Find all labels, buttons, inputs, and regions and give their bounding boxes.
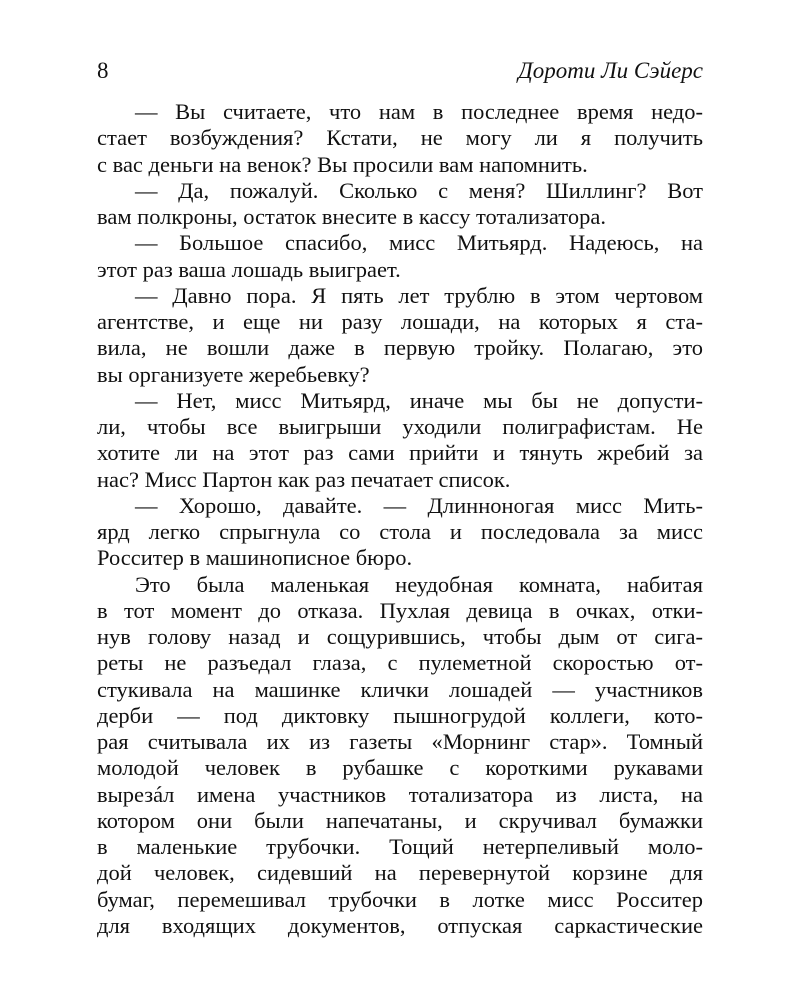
- text-line: нув голову назад и сощурившись, чтобы дым от сига-: [97, 624, 703, 649]
- text-line: стает возбуждения? Кстати, не могу ли я получить: [97, 125, 703, 151]
- running-title-author: Дороти Ли Сэйерс: [518, 58, 703, 83]
- paragraph: [97, 99, 703, 178]
- text-line: этот раз ваша лошадь выиграет.: [97, 256, 401, 282]
- text-line: в тот момент до отказа. Пухлая девица в очках, отки-: [97, 597, 703, 623]
- text-line: дерби — под диктовку пышногрудой коллеги, кото-: [97, 702, 703, 728]
- text-line: бумаг, перемешивал трубочки в лотке мисс Росситер: [97, 886, 703, 912]
- paragraph: [97, 283, 703, 388]
- paragraph: [97, 178, 703, 231]
- text-line: — Хорошо, давайте. — Длинноногая мисс Мить-: [135, 492, 703, 518]
- text-line: — Давно пора. Я пять лет трублю в этом чертовом: [135, 282, 703, 308]
- text-line: в маленькие трубочки. Тощий нетерпеливый моло-: [97, 834, 703, 859]
- text-line: Это была маленькая неудобная комната, набитая: [135, 571, 703, 597]
- text-line: — Большое спасибо, мисс Митьярд. Надеюсь, на: [135, 230, 703, 256]
- text-line: рая считывала их из газеты «Морнинг стар». Томный: [97, 729, 703, 754]
- text-line: хотите ли на этот раз сами прийти и тянуть жребий за: [97, 440, 703, 466]
- text-line: ли, чтобы все выигрыши уходили полиграфистам. Не: [97, 414, 703, 439]
- running-head: [97, 58, 703, 88]
- paragraph: [97, 230, 703, 283]
- text-line: реты не разъедал глаза, с пулеметной скоростью от-: [97, 650, 703, 676]
- text-line: дой человек, сидевший на перевернутой корзине для: [97, 860, 703, 886]
- text-line: вы организуете жеребьевку?: [97, 361, 370, 387]
- paragraph: [97, 493, 703, 572]
- text-line: ярд легко спрыгнула со стола и последовала за мисс: [97, 519, 703, 544]
- text-line: Росситер в машинописное бюро.: [97, 545, 413, 571]
- text-line: — Вы считаете, что нам в последнее время недо-: [135, 99, 703, 124]
- text-line: стукивала на машинке клички лошадей — участников: [97, 676, 703, 702]
- text-line: с вас деньги на венок? Вы просили вам напомнить.: [97, 151, 588, 177]
- body-text: [97, 99, 703, 939]
- text-line: вырезáл имена участников тотализатора из листа, на: [97, 781, 703, 807]
- text-line: вам полкроны, остаток внесите в кассу тотализатора.: [97, 204, 606, 229]
- page-number: 8: [97, 58, 109, 83]
- text-line: нас? Мисс Партон как раз печатает список.: [97, 466, 511, 492]
- text-line: вила, не вошли даже в первую тройку. Полагаю, это: [97, 335, 703, 361]
- text-line: для входящих документов, отпуская саркастические: [97, 912, 703, 938]
- text-line: молодой человек в рубашке с короткими рукавами: [97, 755, 703, 781]
- paragraph: [97, 388, 703, 493]
- text-line: котором они были напечатаны, и скручивал бумажки: [97, 807, 703, 833]
- text-line: агентстве, и еще ни разу лошади, на которых я ста-: [97, 309, 703, 334]
- paragraph: [97, 572, 703, 940]
- text-line: — Нет, мисс Митьярд, иначе мы бы не допусти-: [135, 387, 703, 413]
- text-line: — Да, пожалуй. Сколько с меня? Шиллинг? Вот: [135, 177, 703, 203]
